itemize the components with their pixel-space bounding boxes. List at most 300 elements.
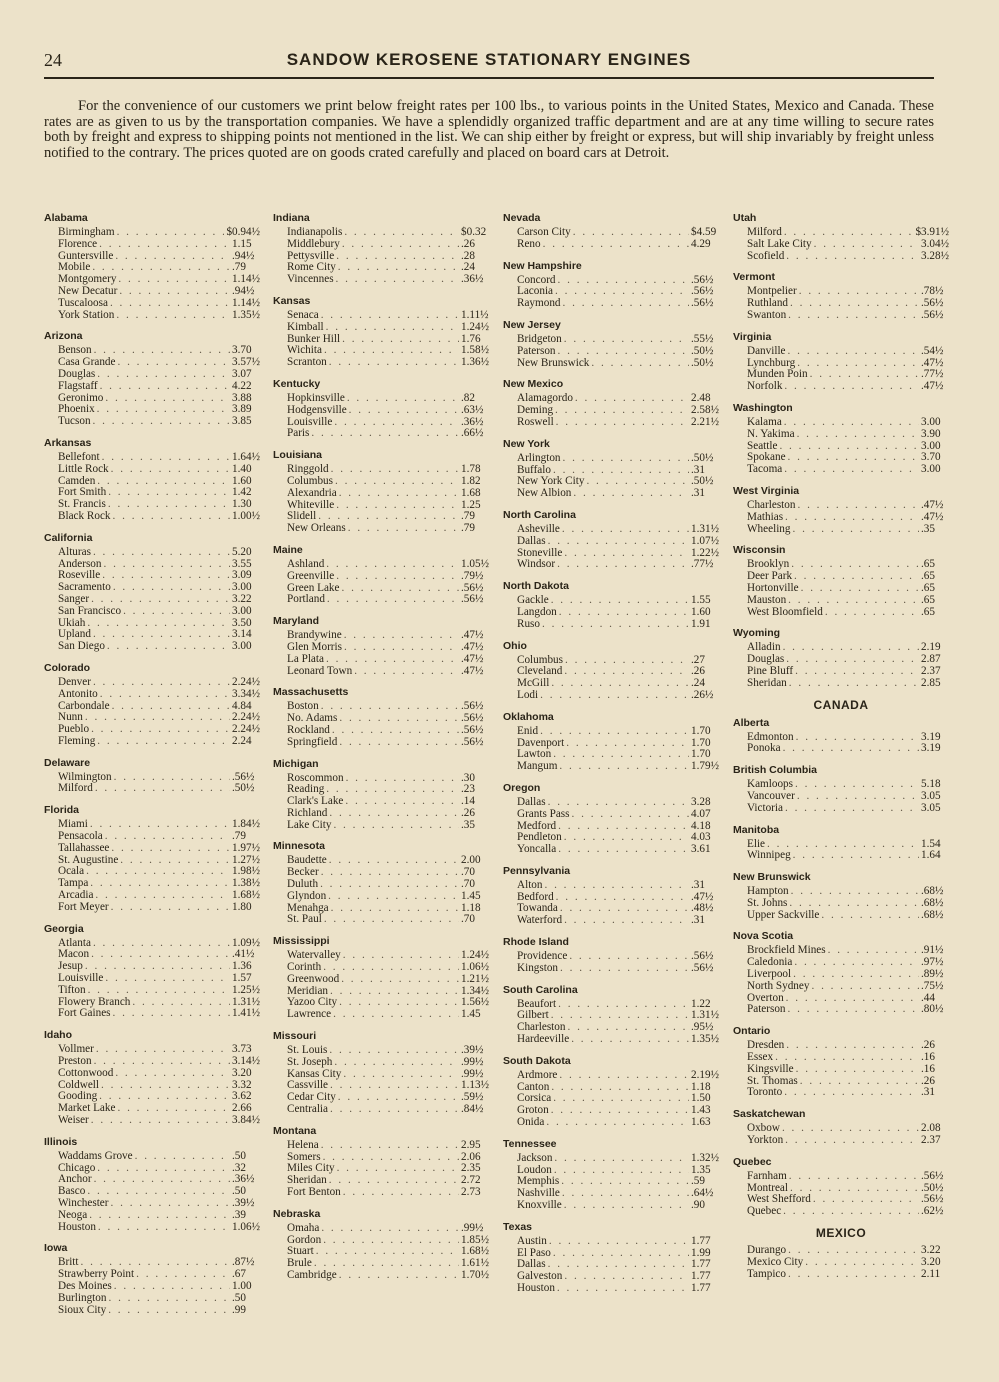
freight-rate: .59 xyxy=(691,1175,705,1188)
dot-leader xyxy=(558,346,689,358)
rate-row xyxy=(44,1210,260,1222)
freight-rate: 1.77 xyxy=(691,1234,711,1247)
freight-rate: .64½ xyxy=(691,1187,714,1200)
rate-row xyxy=(733,381,949,393)
dot-leader xyxy=(311,428,459,440)
dot-leader xyxy=(796,732,919,744)
dot-leader xyxy=(330,1080,459,1092)
rate-row xyxy=(44,547,260,559)
state-heading: Saskatchewan xyxy=(733,1108,806,1121)
dot-leader xyxy=(554,1165,689,1177)
city-name: N. Yakima xyxy=(747,427,795,440)
freight-rate: .50½ xyxy=(691,475,714,488)
rate-row xyxy=(503,690,719,702)
dot-leader xyxy=(785,1135,919,1147)
state-section xyxy=(273,449,489,535)
rate-row xyxy=(44,594,260,606)
rate-row xyxy=(733,910,949,922)
freight-rate: 1.24½ xyxy=(461,320,489,333)
dot-leader xyxy=(97,404,230,416)
freight-rate: 1.91 xyxy=(691,617,711,630)
freight-rate: 1.56½ xyxy=(461,996,489,1009)
rate-row xyxy=(273,1270,489,1282)
dot-leader xyxy=(543,239,689,251)
city-name: Knoxville xyxy=(517,1199,562,1212)
city-name: Denver xyxy=(58,675,91,688)
freight-rate: .56½ xyxy=(232,770,255,783)
dot-leader xyxy=(566,738,689,750)
dot-leader xyxy=(794,571,919,583)
state-heading: Ontario xyxy=(733,1025,771,1038)
state-heading: New Brunswick xyxy=(733,871,811,884)
city-name: Strawberry Point xyxy=(58,1268,135,1281)
state-section xyxy=(503,640,719,702)
city-name: St. Francis xyxy=(58,498,106,511)
rate-row xyxy=(44,902,260,914)
city-name: Ruso xyxy=(517,617,541,630)
freight-rate: 2.24½ xyxy=(232,711,260,724)
freight-rate: 1.68 xyxy=(461,486,481,499)
freight-rate: .79 xyxy=(232,830,246,843)
city-name: Rome City xyxy=(287,261,336,274)
rate-row xyxy=(733,417,949,429)
dot-leader xyxy=(321,701,459,713)
city-name: Florence xyxy=(58,237,98,250)
state-section xyxy=(273,758,489,832)
rate-row xyxy=(733,850,949,862)
city-name: Helena xyxy=(287,1138,319,1151)
city-name: Medford xyxy=(517,819,557,832)
dot-leader xyxy=(828,945,919,957)
city-name: Milford xyxy=(58,782,93,795)
rate-row xyxy=(733,595,949,607)
state-section xyxy=(733,271,949,321)
intro-paragraph: For the convenience of our customers we print below freight rates per 100 lbs., to various points in the United States, Mexico and Canada. These rates are as given to us by the transportation companies. We have a splendidly organized traffic department and are at any time willing to secure rates both by freight and express to shipping points not mentioned in the list. We can ship either by freight or express, but will ship invariably by freight unless notified to the contrary. The prices quoted are on goods crated carefully and placed on board cars at Detroit. xyxy=(44,98,934,161)
freight-rate: 2.73 xyxy=(461,1186,481,1199)
dot-leader xyxy=(554,1153,689,1165)
state-section xyxy=(273,212,489,286)
state-section xyxy=(273,295,489,369)
rate-row xyxy=(273,820,489,832)
dot-leader xyxy=(93,629,230,641)
city-name: Kalama xyxy=(747,415,782,428)
city-name: Carson City xyxy=(517,226,571,238)
freight-rate: .27 xyxy=(691,653,705,666)
dot-leader xyxy=(119,286,230,298)
city-name: Louisville xyxy=(58,972,104,985)
city-name: Green Lake xyxy=(287,581,340,594)
rate-row xyxy=(44,464,260,476)
city-name: Spokane xyxy=(747,451,786,464)
rate-row xyxy=(503,239,719,251)
dot-leader xyxy=(551,1010,689,1022)
freight-rate: .62½ xyxy=(921,1205,944,1218)
freight-rate: 1.57 xyxy=(232,972,252,985)
freight-rate: 1.55 xyxy=(691,594,711,607)
city-name: Onida xyxy=(517,1116,545,1129)
city-name: Victoria xyxy=(747,801,783,814)
city-name: Corsica xyxy=(517,1092,552,1105)
dot-leader xyxy=(558,844,689,856)
city-name: Langdon xyxy=(517,605,557,618)
state-heading: British Columbia xyxy=(733,764,818,777)
dot-leader xyxy=(560,963,689,975)
city-name: Montpelier xyxy=(747,285,797,298)
dot-leader xyxy=(791,559,919,571)
dot-leader xyxy=(558,999,689,1011)
state-heading: Iowa xyxy=(44,1242,68,1255)
dot-leader xyxy=(321,1223,459,1235)
city-name: Sacramento xyxy=(58,581,111,594)
freight-rate: .31 xyxy=(921,1086,935,1099)
dot-leader xyxy=(107,641,230,653)
freight-rate: .30 xyxy=(461,771,475,784)
dot-leader xyxy=(573,488,689,500)
city-name: Pendleton xyxy=(517,831,562,844)
dot-leader xyxy=(342,334,459,346)
state-heading: New York xyxy=(503,437,550,450)
rate-row xyxy=(44,239,260,251)
city-name: St. Paul xyxy=(287,913,322,926)
city-name: Ringgold xyxy=(287,463,329,476)
city-name: Brooklyn xyxy=(747,558,790,571)
state-heading: Texas xyxy=(503,1220,532,1233)
city-name: Anderson xyxy=(58,557,102,570)
dot-leader xyxy=(564,334,689,346)
freight-rate: 2.19 xyxy=(921,641,941,654)
city-name: Little Rock xyxy=(58,462,109,475)
freight-rate: 3.61 xyxy=(691,843,711,856)
freight-rate: 1.36 xyxy=(232,960,252,973)
freight-rate: .75½ xyxy=(921,979,944,992)
freight-rate: 1.15 xyxy=(232,237,252,250)
dot-leader xyxy=(97,369,230,381)
dot-leader xyxy=(795,779,919,791)
page-header xyxy=(44,50,934,76)
city-name: Duluth xyxy=(287,878,319,891)
dot-leader xyxy=(548,797,689,809)
city-name: Quebec xyxy=(747,1205,782,1218)
state-section xyxy=(503,509,719,571)
freight-rate: 3.00 xyxy=(232,604,252,617)
rate-row xyxy=(44,1222,260,1234)
city-name: Pine Bluff xyxy=(747,664,794,677)
city-name: Kingston xyxy=(517,961,559,974)
freight-rate: 1.00 xyxy=(232,1279,252,1292)
dot-leader xyxy=(338,262,459,274)
freight-rate: 2.66 xyxy=(232,1102,252,1115)
city-name: Farnham xyxy=(747,1169,787,1182)
city-name: North Sydney xyxy=(747,979,810,992)
freight-rate: 1.31½ xyxy=(232,995,260,1008)
city-name: Benson xyxy=(58,344,92,357)
rate-row xyxy=(503,809,719,821)
dot-leader xyxy=(326,322,459,334)
rate-row xyxy=(273,428,489,440)
city-name: Guntersville xyxy=(58,249,114,262)
dot-leader xyxy=(586,476,689,488)
state-section xyxy=(273,935,489,1021)
city-name: West Bloomfield xyxy=(747,605,823,618)
freight-rate: .80½ xyxy=(921,1003,944,1016)
dot-leader xyxy=(783,743,919,755)
dot-leader xyxy=(553,1093,689,1105)
dot-leader xyxy=(339,488,459,500)
city-name: Kingsville xyxy=(747,1062,794,1075)
freight-rate: 3.32 xyxy=(232,1078,252,1091)
city-name: Roscommon xyxy=(287,771,344,784)
dot-leader xyxy=(810,369,919,381)
freight-rate: 1.34½ xyxy=(461,984,489,997)
rate-row xyxy=(503,453,719,465)
dot-leader xyxy=(321,310,459,322)
freight-rate: .56½ xyxy=(461,735,484,748)
rate-row xyxy=(733,607,949,619)
rate-row xyxy=(503,619,719,631)
freight-rate: .90 xyxy=(691,1199,705,1212)
state-section xyxy=(733,1108,949,1147)
dot-leader xyxy=(548,536,689,548)
city-name: Stoneville xyxy=(517,546,563,559)
freight-rate: 1.18 xyxy=(691,1080,711,1093)
freight-rate: .89½ xyxy=(921,968,944,981)
rate-row xyxy=(273,914,489,926)
city-name: Roseville xyxy=(58,569,101,582)
city-name: Bellefont xyxy=(58,450,100,463)
state-section xyxy=(503,378,719,428)
freight-rate: .87½ xyxy=(232,1256,255,1269)
freight-rate: 3.22 xyxy=(232,592,252,605)
state-section xyxy=(733,824,949,863)
dot-leader xyxy=(113,511,230,523)
state-heading: South Carolina xyxy=(503,983,578,996)
city-name: Gilbert xyxy=(517,1009,549,1022)
freight-rate: .99½ xyxy=(461,1067,484,1080)
freight-rate: 3.84½ xyxy=(232,1114,260,1127)
city-name: Britt xyxy=(58,1256,79,1269)
city-name: Indianapolis xyxy=(287,226,343,238)
dot-leader xyxy=(118,274,230,286)
city-name: Tampico xyxy=(747,1267,786,1280)
dot-leader xyxy=(105,393,230,405)
freight-rate: 1.35 xyxy=(691,1163,711,1176)
city-name: San Francisco xyxy=(58,604,122,617)
rate-row xyxy=(733,251,949,263)
city-name: Cleveland xyxy=(517,665,563,678)
freight-rate: .63½ xyxy=(461,403,484,416)
city-name: Mathias xyxy=(747,510,784,523)
city-name: Des Moines xyxy=(58,1279,112,1292)
rate-row xyxy=(273,559,489,571)
freight-rate: .26 xyxy=(461,806,475,819)
dot-leader xyxy=(336,274,459,286)
dot-leader xyxy=(347,393,459,405)
freight-rate: 3.55 xyxy=(232,557,252,570)
dot-leader xyxy=(327,594,459,606)
freight-rate: .55½ xyxy=(691,332,714,345)
city-name: Hodgensville xyxy=(287,403,347,416)
freight-rate: .24 xyxy=(461,261,475,274)
freight-rate: 1.31½ xyxy=(691,522,719,535)
city-name: New Brunswick xyxy=(517,356,590,369)
city-name: Paterson xyxy=(747,1003,786,1016)
dot-leader xyxy=(329,357,459,369)
state-heading: North Carolina xyxy=(503,508,576,521)
city-name: Vincennes xyxy=(287,273,334,286)
rate-row xyxy=(273,666,489,678)
state-heading: Vermont xyxy=(733,271,776,284)
city-name: Buffalo xyxy=(517,463,551,476)
freight-rate: 1.98½ xyxy=(232,865,260,878)
city-name: Atlanta xyxy=(58,936,91,949)
freight-rate: 1.80 xyxy=(232,900,252,913)
rate-row xyxy=(44,606,260,618)
city-name: Sheridan xyxy=(287,1174,327,1187)
rate-row xyxy=(273,523,489,535)
rate-row xyxy=(44,1305,260,1317)
freight-rate: .47½ xyxy=(921,498,944,511)
dot-leader xyxy=(323,1235,459,1247)
city-name: Wheeling xyxy=(747,522,791,535)
freight-rate: 2.24 xyxy=(232,734,252,747)
dot-leader xyxy=(564,666,689,678)
city-name: Centralia xyxy=(287,1103,329,1116)
dot-leader xyxy=(797,358,919,370)
rate-row xyxy=(733,512,949,524)
freight-rate: .50 xyxy=(232,1291,246,1304)
dot-leader xyxy=(349,405,459,417)
freight-rate: 1.70 xyxy=(691,736,711,749)
freight-rate: .68½ xyxy=(921,896,944,909)
rate-row xyxy=(273,239,489,251)
city-name: Dallas xyxy=(517,795,546,808)
freight-rate: 1.70½ xyxy=(461,1269,489,1281)
freight-rate: .56½ xyxy=(921,1193,944,1206)
freight-rate: .32 xyxy=(232,1161,246,1174)
dot-leader xyxy=(102,452,230,464)
dot-leader xyxy=(559,761,689,773)
state-heading: Oregon xyxy=(503,781,541,794)
city-name: Market Lake xyxy=(58,1102,116,1115)
freight-rate: 1.54 xyxy=(921,837,941,850)
dot-leader xyxy=(120,855,230,867)
dot-leader xyxy=(111,843,230,855)
freight-rate: 3.00 xyxy=(232,581,252,594)
dot-leader xyxy=(336,500,459,512)
city-name: Austin xyxy=(517,1234,547,1247)
rate-row xyxy=(44,511,260,523)
dot-leader xyxy=(557,1283,689,1295)
dot-leader xyxy=(339,737,459,749)
freight-rate: .99½ xyxy=(461,1055,484,1068)
freight-rate: .26 xyxy=(691,665,705,678)
dot-leader xyxy=(344,227,459,239)
rate-row xyxy=(733,1257,949,1269)
freight-rate: 3.05 xyxy=(921,801,941,814)
city-name: St. Joseph xyxy=(287,1055,333,1068)
rate-row xyxy=(44,369,260,381)
city-name: Mobile xyxy=(58,261,91,274)
freight-rate: .39½ xyxy=(461,1044,484,1057)
city-name: Gooding xyxy=(58,1090,98,1103)
dot-leader xyxy=(98,1222,230,1234)
dot-leader xyxy=(323,1152,459,1164)
freight-rate: 1.63 xyxy=(691,1116,711,1129)
freight-rate: .65 xyxy=(921,605,935,618)
city-name: Weiser xyxy=(58,1114,89,1127)
rate-row xyxy=(273,393,489,405)
freight-rate: 1.70 xyxy=(691,724,711,737)
freight-rate: .23 xyxy=(461,783,475,796)
city-name: Columbus xyxy=(287,474,334,487)
dot-leader xyxy=(811,981,919,993)
freight-rate: 1.58½ xyxy=(461,344,489,357)
state-heading: Kentucky xyxy=(273,377,321,390)
freight-rate: .47½ xyxy=(461,652,484,665)
city-name: Kimball xyxy=(287,320,324,333)
rate-row xyxy=(733,239,949,251)
freight-rate: .16 xyxy=(921,1051,935,1064)
dot-leader xyxy=(91,594,230,606)
dot-leader xyxy=(557,559,689,571)
dot-leader xyxy=(335,476,459,488)
dot-leader xyxy=(115,1068,230,1080)
city-name: Corinth xyxy=(287,961,322,974)
rate-row xyxy=(273,274,489,286)
dot-leader xyxy=(88,985,230,997)
dot-leader xyxy=(321,1140,459,1152)
city-name: Becker xyxy=(287,866,319,879)
city-name: St. Johns xyxy=(747,896,788,909)
freight-rate: .47½ xyxy=(461,640,484,653)
city-name: Stuart xyxy=(287,1245,314,1258)
dot-leader xyxy=(559,607,689,619)
dot-leader xyxy=(93,677,230,689)
dot-leader xyxy=(93,938,230,950)
dot-leader xyxy=(795,666,919,678)
rate-row xyxy=(503,963,719,975)
dot-leader xyxy=(797,429,919,441)
freight-rate: .35 xyxy=(461,818,475,831)
freight-rate: .44 xyxy=(921,991,935,1004)
dot-leader xyxy=(326,559,459,571)
city-name: Omaha xyxy=(287,1221,320,1234)
city-name: Winchester xyxy=(58,1197,109,1209)
dot-leader xyxy=(96,1044,230,1056)
city-name: Liverpool xyxy=(747,968,792,981)
rate-row xyxy=(733,666,949,678)
city-name: Jesup xyxy=(58,960,83,973)
freight-rate: 1.41½ xyxy=(232,1007,260,1020)
freight-rate: .47½ xyxy=(461,629,484,642)
city-name: Caledonia xyxy=(747,956,793,969)
city-name: Black Rock xyxy=(58,509,111,522)
city-name: Oxbow xyxy=(747,1122,780,1135)
freight-rate: .65 xyxy=(921,593,935,606)
city-name: Elie xyxy=(747,837,766,850)
state-heading: Minnesota xyxy=(273,840,325,853)
rate-row xyxy=(44,843,260,855)
dot-leader xyxy=(564,832,689,844)
freight-rate: 3.00 xyxy=(921,415,941,428)
city-name: Munden Poin xyxy=(747,368,808,381)
state-heading: Virginia xyxy=(733,330,772,343)
dot-leader xyxy=(91,949,230,961)
rate-row xyxy=(273,642,489,654)
rate-row xyxy=(44,1293,260,1305)
freight-rate: 3.73 xyxy=(232,1043,252,1056)
state-heading: Alberta xyxy=(733,716,770,729)
